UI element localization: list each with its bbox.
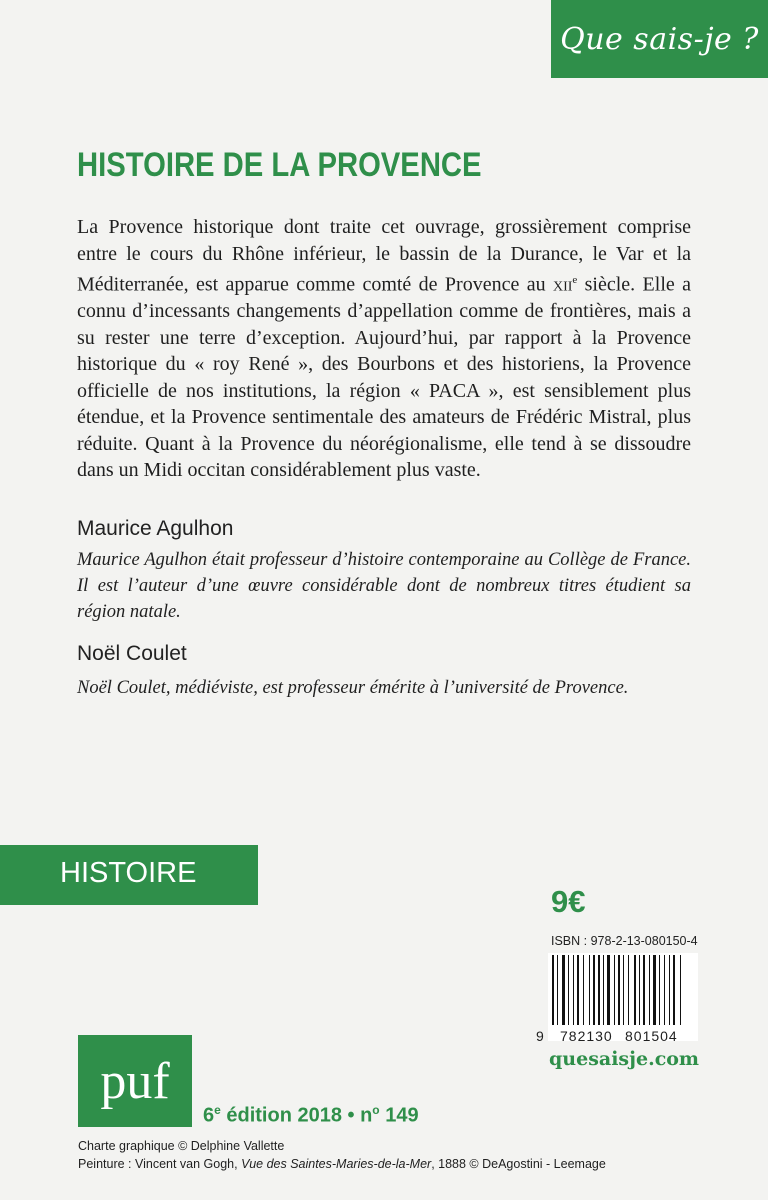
barcode-bar bbox=[643, 955, 645, 1025]
series-logo: Que sais-je ? bbox=[551, 0, 768, 78]
edition-number: 149 bbox=[379, 1104, 419, 1127]
edition-number-sup: o bbox=[372, 1103, 380, 1117]
barcode-bar bbox=[628, 955, 629, 1025]
barcode-bar bbox=[649, 955, 650, 1025]
barcode-bar bbox=[577, 955, 579, 1025]
painting-credit-suffix: , 1888 © DeAgostini - Leemage bbox=[431, 1157, 606, 1171]
painting-title: Vue des Saintes-Maries-de-la-Mer bbox=[241, 1157, 432, 1171]
isbn-label: ISBN : 978-2-13-080150-4 bbox=[551, 934, 698, 948]
barcode-bar bbox=[618, 955, 620, 1025]
edition-text: édition 2018 • n bbox=[220, 1104, 373, 1127]
barcode-bar bbox=[603, 955, 604, 1025]
description-part1: La Provence historique dont traite cet ouvrage, grossièrement comprise entre le cours du Rhône inférieur, le bassin de la Durance, le Var et la Méditerranée, est apparue comme comté de Provence au bbox=[77, 216, 691, 296]
website-link[interactable]: quesaisje.com bbox=[549, 1048, 700, 1070]
price: 9€ bbox=[551, 884, 586, 919]
edition-ordinal: 6 bbox=[203, 1104, 215, 1127]
barcode-bar bbox=[634, 955, 636, 1025]
edition-info bbox=[203, 1103, 419, 1128]
barcode-bar bbox=[568, 955, 569, 1025]
barcode-bar bbox=[557, 955, 558, 1025]
barcode-bar bbox=[669, 955, 670, 1025]
book-title: HISTOIRE DE LA PROVENCE bbox=[77, 146, 482, 184]
barcode-bar bbox=[589, 955, 590, 1025]
author-bio: Maurice Agulhon était professeur d’histoire contemporaine au Collège de France. Il est l’auteur d’une œuvre considérable dont de nombreux titres étudient sa région natale. bbox=[77, 550, 691, 622]
century-sup: e bbox=[572, 274, 578, 286]
author-name: Noël Coulet bbox=[77, 642, 187, 665]
barcode-digits-left: 782130 bbox=[560, 1028, 613, 1044]
century-numeral: xii bbox=[552, 273, 573, 296]
painting-credit-prefix: Peinture : Vincent van Gogh, bbox=[78, 1157, 242, 1171]
barcode-bar bbox=[653, 955, 656, 1025]
barcode-bar bbox=[607, 955, 610, 1025]
barcode-bar bbox=[573, 955, 574, 1025]
barcode-digit-first: 9 bbox=[536, 1028, 544, 1044]
barcode-bar bbox=[598, 955, 600, 1025]
edition-ordinal-sup: e bbox=[214, 1103, 221, 1117]
barcode-bar bbox=[639, 955, 640, 1025]
barcode-bar bbox=[562, 955, 565, 1025]
barcode-bar bbox=[664, 955, 665, 1025]
barcode-bar bbox=[614, 955, 615, 1025]
category-label: HISTOIRE bbox=[60, 857, 197, 889]
barcode-bar bbox=[659, 955, 660, 1025]
painting-credit bbox=[78, 1157, 606, 1171]
book-description bbox=[77, 214, 691, 484]
barcode-bar bbox=[552, 955, 554, 1025]
barcode-digits-right: 801504 bbox=[625, 1028, 678, 1044]
author-bio: Noël Coulet, médiéviste, est professeur émérite à l’université de Provence. bbox=[77, 678, 629, 698]
barcode-bar bbox=[593, 955, 595, 1025]
description-part2: siècle. Elle a connu d’incessants changements d’appellation comme de frontières, mais a su rester une terre d’exception. Aujourd’hui, par rapport à la Provence historique du « roy René », des Bourbons et des historiens, la Provence officielle de nos institutions, la région « PACA », est sensiblement plus étendue, et la Provence sentimentale des amateurs de Frédéric Mistral, plus réduite. Quant à la Provence du néorégionalisme, elle tend à se dissoudre dans un Midi occitan considérablement plus vaste. bbox=[77, 273, 691, 482]
publisher-logo: puf bbox=[78, 1035, 192, 1127]
barcode-bar bbox=[680, 955, 681, 1025]
barcode-bar bbox=[673, 955, 675, 1025]
author-name: Maurice Agulhon bbox=[77, 517, 234, 540]
barcode-bar bbox=[583, 955, 584, 1025]
barcode-bar bbox=[623, 955, 624, 1025]
design-credit: Charte graphique © Delphine Vallette bbox=[78, 1139, 285, 1153]
barcode-bars bbox=[548, 953, 698, 1027]
